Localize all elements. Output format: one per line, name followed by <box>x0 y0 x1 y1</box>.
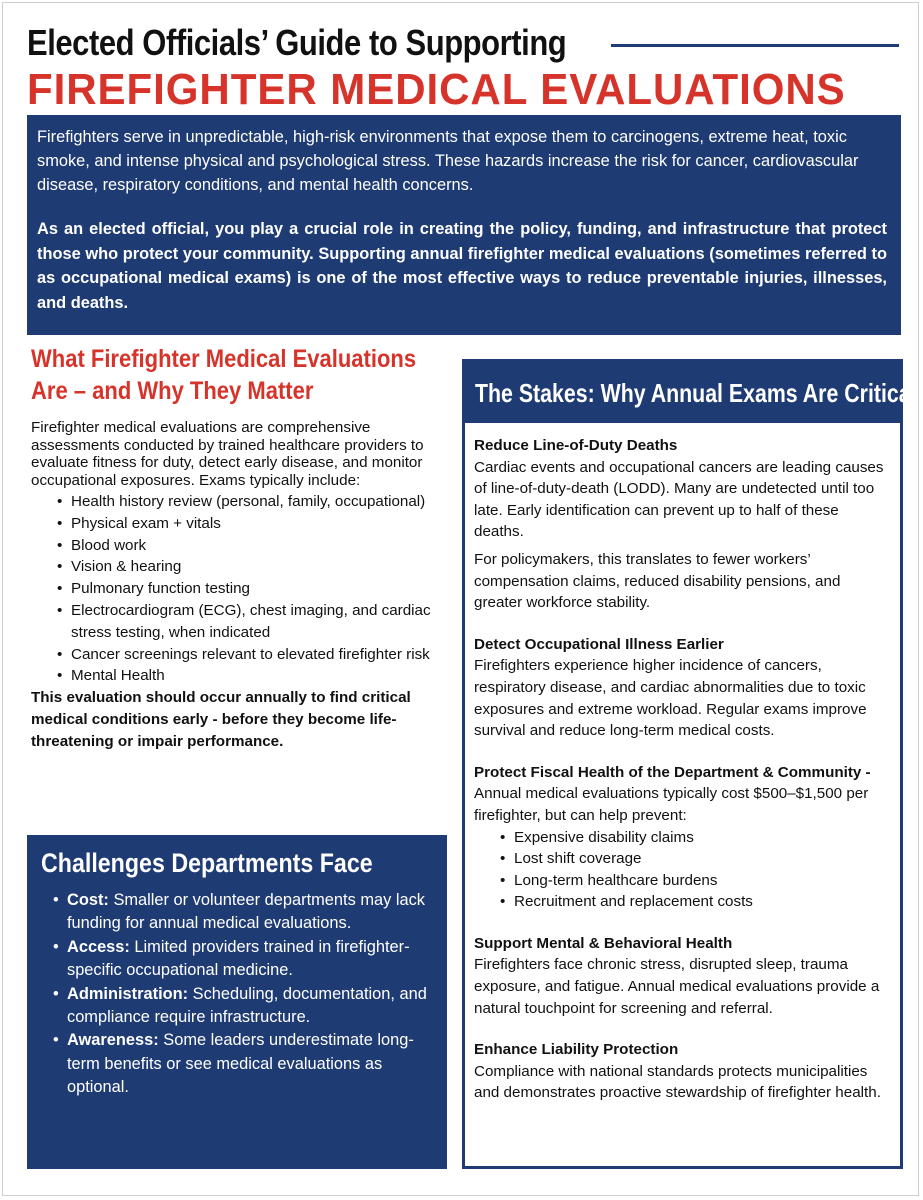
intro-paragraph-2: As an elected official, you play a crucial role in creating the policy, funding, and infrastructure that protect those who protect your community. Supporting annual firefighter medical evaluations (sometimes referred to as occupational medical exams) is one of the most effective ways to reduce preventable injuries, illnesses, and deaths. <box>37 220 887 312</box>
list-item <box>67 936 435 983</box>
stake-text: Firefighters experience higher incidence of cancers, respiratory disease, and cardiac abnormalities due to toxic exposures and extreme workload. Regular exams improve survival and reduce long-term medical costs. <box>474 657 867 740</box>
exam-list <box>31 491 456 687</box>
list-item: • Blood work <box>71 535 456 557</box>
list-item <box>67 983 435 1030</box>
challenges-title: Challenges Departments Face <box>41 848 373 878</box>
stake-heading: Enhance Liability Protection <box>474 1041 679 1059</box>
intro-paragraph-1: Firefighters serve in unpredictable, high-risk environments that expose them to carcinogens, extreme heat, toxic smoke, and intense physical and psychological stress. These hazards increase the risk for cancer, cardiovascular disease, respiratory conditions, and mental health concerns. <box>37 128 859 194</box>
header-title-line1: Elected Officials’ Guide to Supporting <box>27 22 567 63</box>
stake-heading: Protect Fiscal Health of the Department & Community - <box>474 763 871 781</box>
stakes-box <box>462 359 917 1169</box>
challenge-text: Limited providers trained in firefighter-specific occupational medicine. <box>67 937 410 980</box>
stakes-header <box>465 362 917 423</box>
stake-text: Compliance with national standards protects municipalities and demonstrates proactive stewardship of firefighter health. <box>474 1062 881 1102</box>
what-section-title <box>31 343 453 407</box>
stake-text: Cardiac events and occupational cancers are leading causes of line-of-duty-death (LODD). Many are undetected until too late. Early identification can prevent up to half of these deaths. <box>474 458 884 541</box>
list-item: • Electrocardiogram (ECG), chest imaging, and cardiac stress testing, when indicated <box>71 600 456 644</box>
challenge-text: Smaller or volunteer departments may lack funding for annual medical evaluations. <box>67 891 425 933</box>
challenges-box <box>27 835 447 1169</box>
list-item: • Pulmonary function testing <box>71 578 456 600</box>
list-item: • Cancer screenings relevant to elevated firefighter risk <box>71 644 456 666</box>
challenge-label: Awareness: <box>67 1031 159 1050</box>
stake-block-fiscal <box>474 762 892 913</box>
stake-block-lodd <box>474 435 892 614</box>
stake-heading: Reduce Line-of-Duty Deaths <box>474 437 678 454</box>
what-section <box>31 343 456 753</box>
challenge-text: Scheduling, documentation, and compliance require infrastructure. <box>67 984 427 1027</box>
list-item: • Physical exam + vitals <box>71 513 456 535</box>
list-item: • Expensive disability claims <box>514 827 892 849</box>
stake-block-liability <box>474 1039 892 1104</box>
stakes-body <box>465 423 900 1104</box>
challenge-label: Access: <box>67 937 130 956</box>
list-item <box>67 889 435 936</box>
stake-block-mental <box>474 933 892 1019</box>
list-item <box>67 1029 435 1099</box>
stake-inline-text: Annual medical evaluations typically cost $500–$1,500 per firefighter, but can help prevent: <box>474 785 869 824</box>
stakes-title: The Stakes: Why Annual Exams Are Critical <box>475 378 917 408</box>
challenge-label: Administration: <box>67 984 189 1003</box>
challenge-label: Cost: <box>67 891 109 909</box>
list-item: • Long-term healthcare burdens <box>514 870 892 892</box>
list-item: • Vision & hearing <box>71 556 456 578</box>
list-item: • Mental Health <box>71 665 456 687</box>
stake-text: Firefighters face chronic stress, disrupted sleep, trauma exposure, and fatigue. Annual medical evaluations provide a natural touchpoint for screening and referral. <box>474 956 880 1017</box>
what-body: Firefighter medical evaluations are comprehensive assessments conducted by trained healthcare providers to evaluate fitness for duty, detect early disease, and monitor occupational exposures. Exams typically include: <box>31 419 424 489</box>
list-item: • Lost shift coverage <box>514 848 892 870</box>
annual-note: This evaluation should occur annually to find critical medical conditions early - before they become life-threatening or impair performance. <box>31 689 411 750</box>
intro-box <box>27 115 901 335</box>
fiscal-list <box>474 827 892 913</box>
stake-block-illness <box>474 634 892 742</box>
stake-text <box>474 762 892 827</box>
what-title-line2: Are – and Why They Matter <box>31 377 314 405</box>
list-item: • Health history review (personal, family, occupational) <box>71 491 456 513</box>
challenges-list <box>41 889 435 1100</box>
stake-heading: Support Mental & Behavioral Health <box>474 934 733 952</box>
challenge-text: Some leaders underestimate long-term benefits or see medical evaluations as optional. <box>67 1031 414 1097</box>
header-rule <box>611 44 899 47</box>
header-title-line2: FIREFIGHTER MEDICAL EVALUATIONS <box>27 65 846 114</box>
what-title-line1: What Firefighter Medical Evaluations <box>31 345 417 373</box>
stake-text: For policymakers, this translates to fewer workers’ compensation claims, reduced disability pensions, and greater workforce stability. <box>474 550 841 612</box>
stake-heading: Detect Occupational Illness Earlier <box>474 635 724 653</box>
list-item: • Recruitment and replacement costs <box>514 891 892 913</box>
